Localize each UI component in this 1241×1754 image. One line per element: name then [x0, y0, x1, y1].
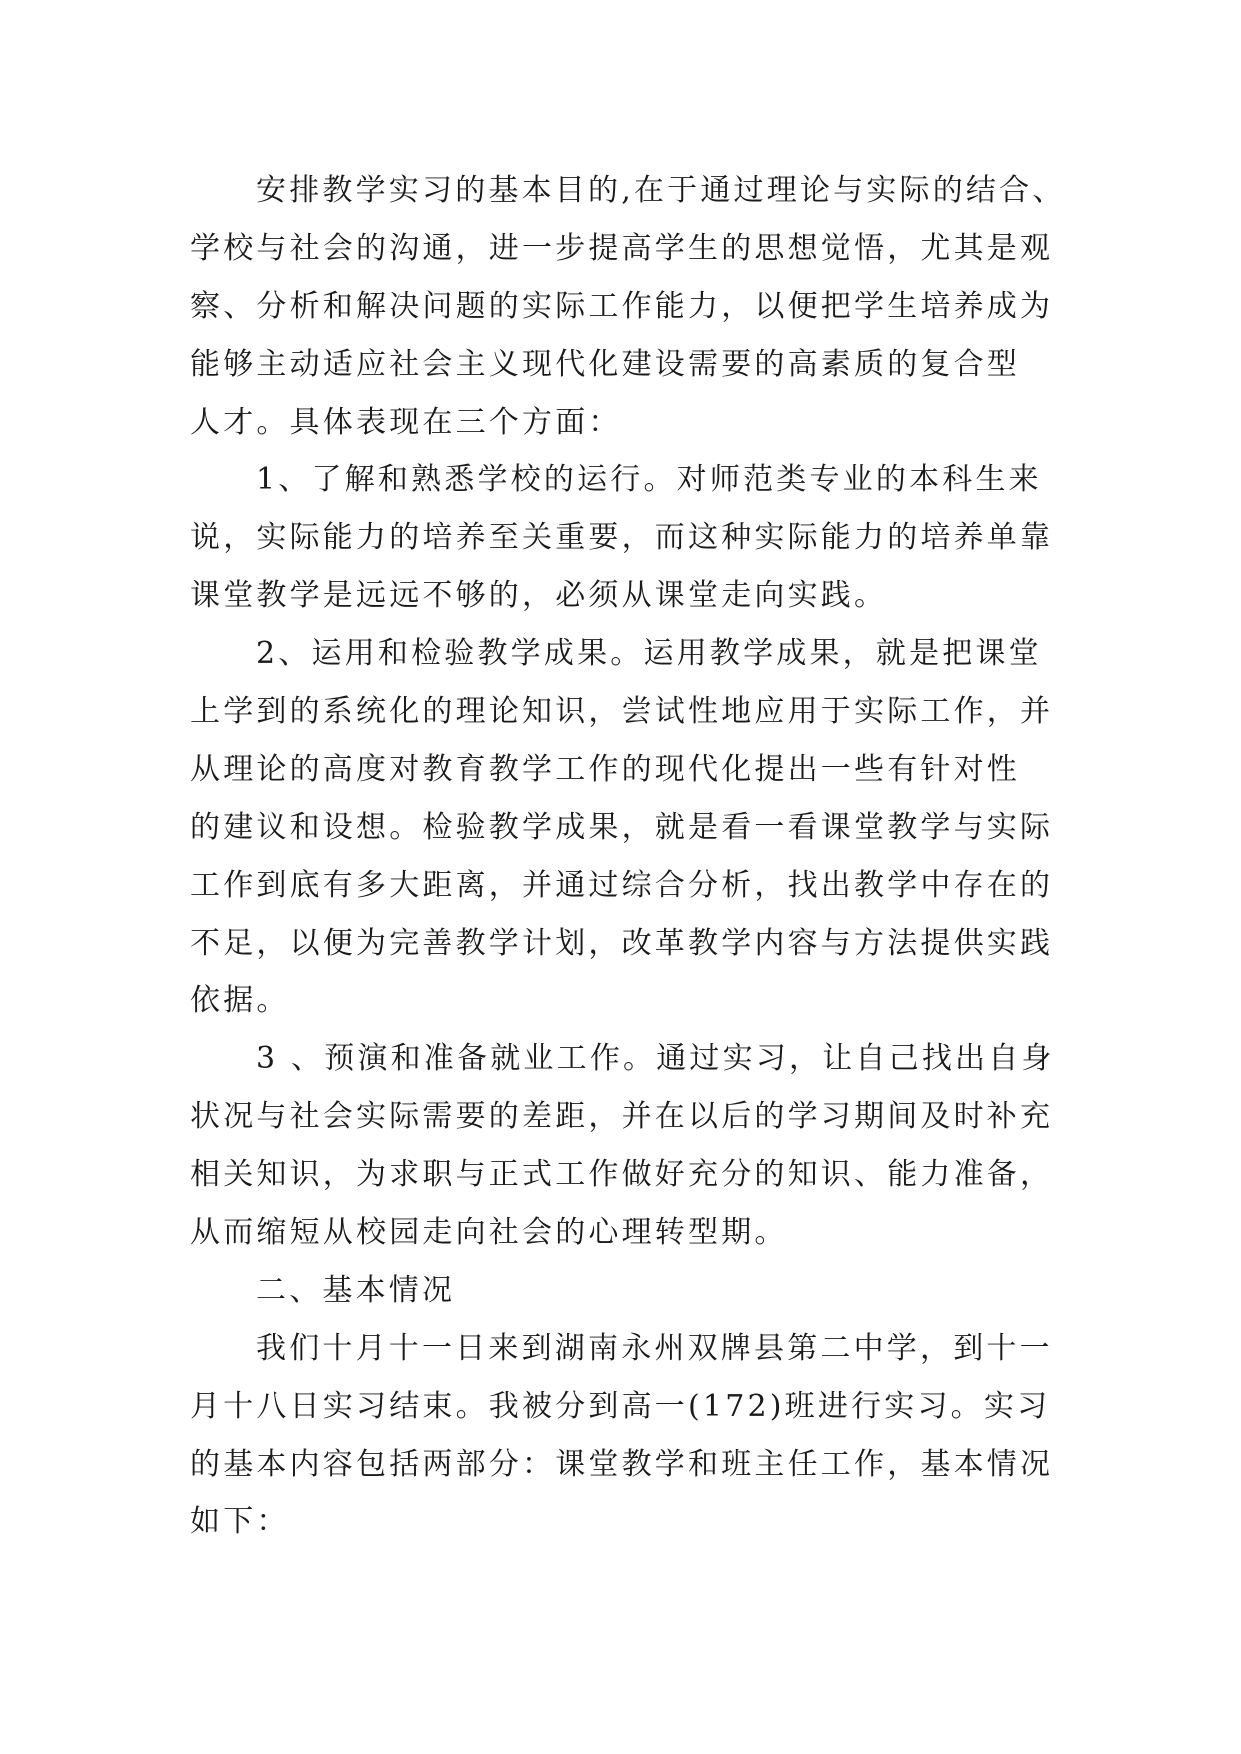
text-line: 依据。: [190, 983, 290, 1019]
text-line: 能够主动适应社会主义现代化建设需要的高素质的复合型: [190, 346, 1020, 382]
text-line: 从而缩短从校园走向社会的心理转型期。: [190, 1215, 788, 1251]
text-line: 相关知识，为求职与正式工作做好充分的知识、能力准备，: [190, 1157, 1054, 1193]
text-line: 如下：: [190, 1504, 290, 1540]
text-line: 状况与社会实际需要的差距，并在以后的学习期间及时补充: [190, 1099, 1054, 1135]
text-line: 说，实际能力的培养至关重要，而这种实际能力的培养单靠: [190, 520, 1054, 556]
text-line: 2、运用和检验教学成果。运用教学成果，就是把课堂: [256, 636, 1042, 672]
text-line: 3 、预演和准备就业工作。通过实习，让自己找出自身: [256, 1041, 1055, 1077]
section-heading: 二、基本情况: [256, 1272, 456, 1308]
text-line: 察、分析和解决问题的实际工作能力，以便把学生培养成为: [190, 288, 1054, 324]
text-line: 从理论的高度对教育教学工作的现代化提出一些有针对性: [190, 751, 1020, 787]
text-line: 课堂教学是远远不够的，必须从课堂走向实践。: [190, 578, 888, 614]
body-text: [190, 162, 1090, 1551]
text-line: 不足，以便为完善教学计划，改革教学内容与方法提供实践: [190, 925, 1054, 961]
text-line: 的基本内容包括两部分：课堂教学和班主任工作，基本情况: [190, 1446, 1054, 1482]
text-line: 学校与社会的沟通，进一步提高学生的思想觉悟，尤其是观: [190, 230, 1054, 266]
text-line: 月十八日实习结束。我被分到高一(172)班进行实习。实习: [190, 1388, 1051, 1424]
text-line: 上学到的系统化的理论知识，尝试性地应用于实际工作，并: [190, 694, 1054, 730]
text-line: 人才。具体表现在三个方面：: [190, 404, 622, 440]
text-line: 工作到底有多大距离，并通过综合分析，找出教学中存在的: [190, 867, 1054, 903]
text-line: 的建议和设想。检验教学成果，就是看一看课堂教学与实际: [190, 809, 1054, 845]
text-line: 1、了解和熟悉学校的运行。对师范类专业的本科生来: [256, 462, 1042, 498]
text-line: 我们十月十一日来到湖南永州双牌县第二中学，到十一: [256, 1330, 1053, 1366]
text-line: 安排教学实习的基本目的,在于通过理论与实际的结合、: [256, 173, 1066, 208]
